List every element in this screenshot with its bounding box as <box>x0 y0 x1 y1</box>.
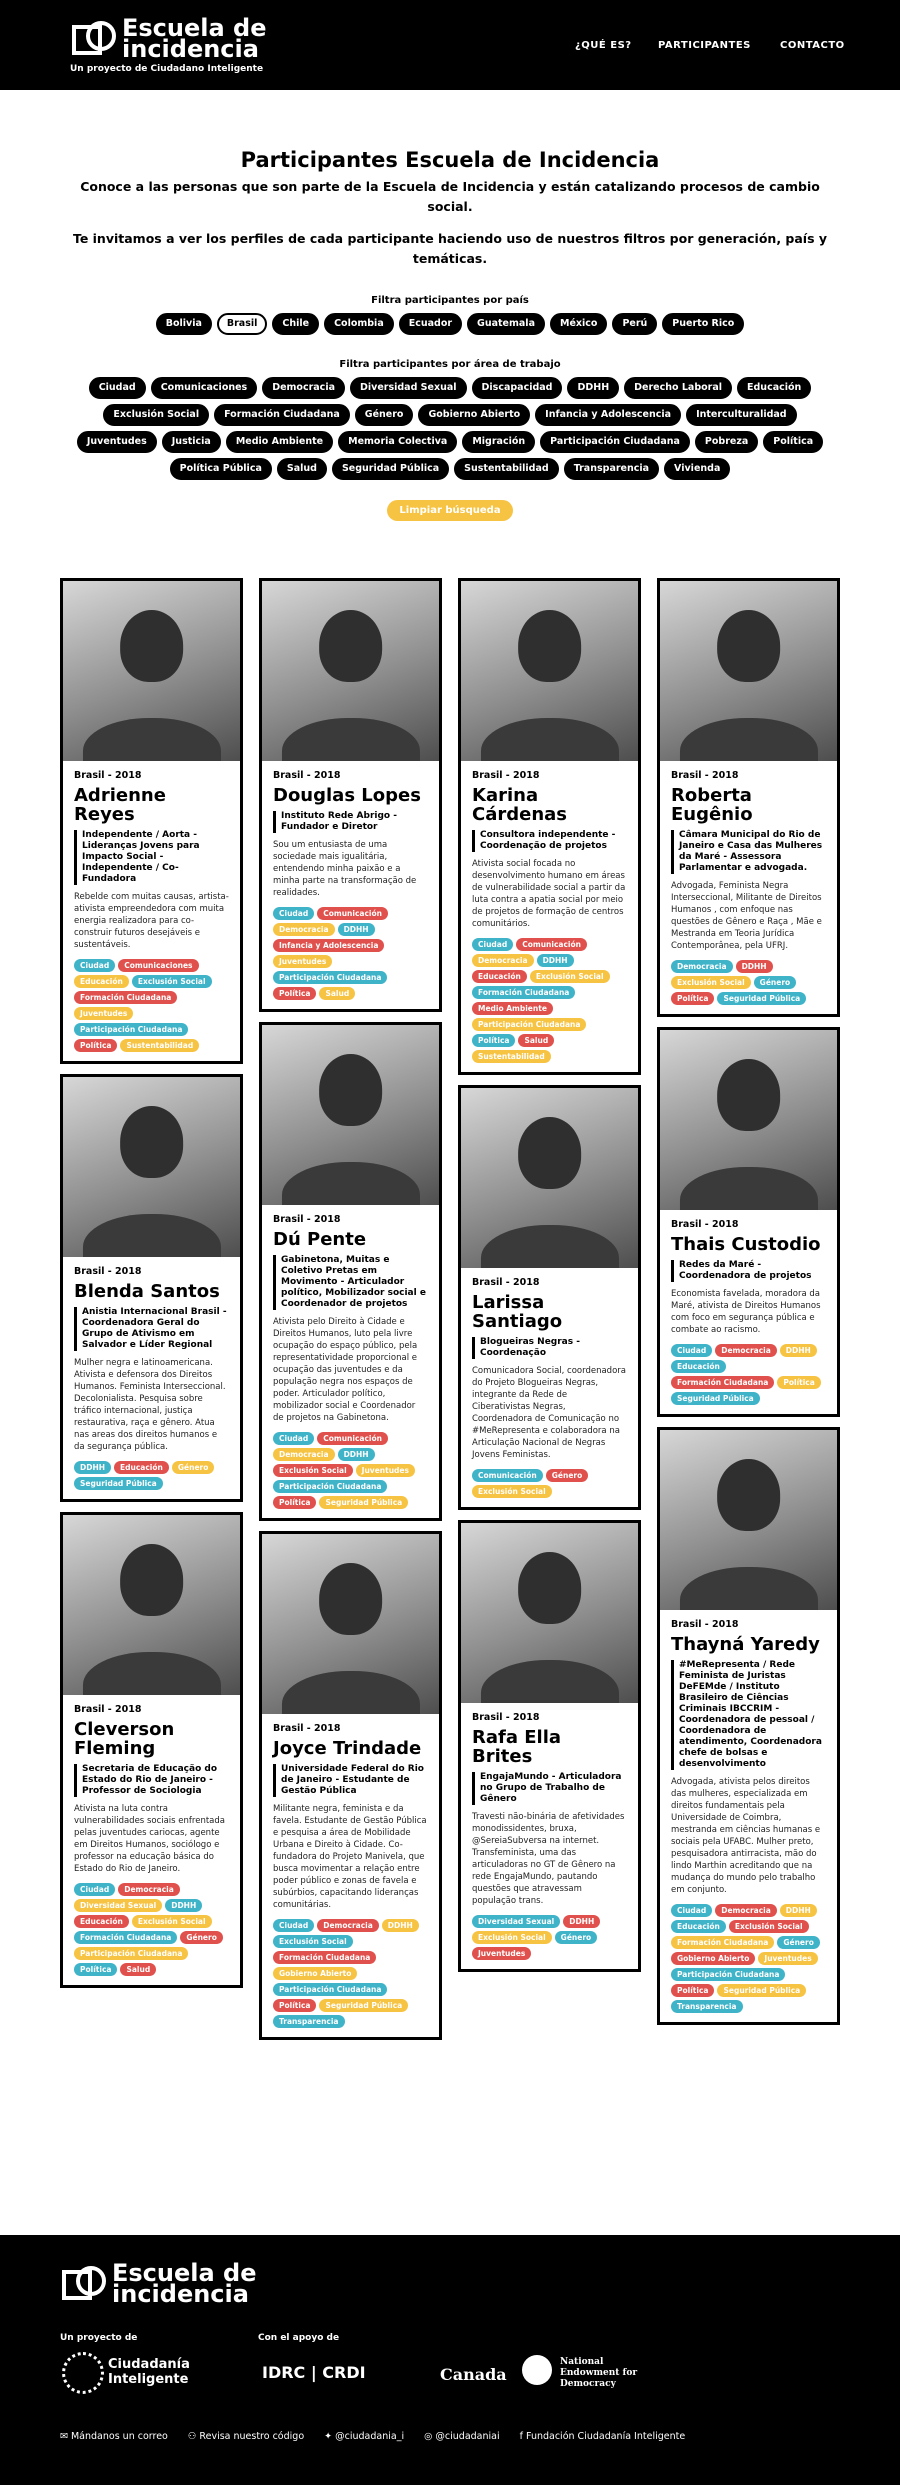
participant-bio: Economista favelada, moradora da Maré, ativista de Direitos Humanos com foco em segurança pública e combate ao racismo. <box>671 1289 821 1335</box>
topic-tag[interactable]: Género <box>180 1931 223 1944</box>
participant-role: #MeRepresenta / Rede Feminista de Juristas DeFEMde / Instituto Brasileiro de Ciências Criminais IBCCRIM - Coordenadora de pessoal / Coordenadora de atendimento, Coordenadora chefe de bolsas e desenvolvimento <box>671 1660 826 1770</box>
topic-tag[interactable]: Género <box>172 1461 215 1474</box>
logo-line-2: incidencia <box>122 35 259 63</box>
topic-tag[interactable]: Gobierno Abierto <box>273 1967 357 1980</box>
footer-logo[interactable] <box>60 2259 257 2308</box>
topic-tag[interactable]: Transparencia <box>273 2015 345 2028</box>
topic-tag[interactable]: Exclusión Social <box>132 975 212 988</box>
support-label: Con el apoyo de <box>258 2333 340 2343</box>
participant-photo <box>461 581 638 761</box>
topic-tag[interactable]: Género <box>777 1936 820 1949</box>
participant-bio: Advogada, ativista pelos direitos das mulheres, especializada em direitos fundamentais pela Universidade de Coimbra, mestranda em ciências humanas e sociais pela UFABC. Mulher preto, pesquisadora antirracista, mão do lindo Marthin acreditando que na mudança do mundo pelo trabalho em conjunto. <box>671 1777 821 1895</box>
topic-tag[interactable]: Política <box>74 1039 117 1052</box>
topic-tag[interactable]: Democracia <box>671 960 733 973</box>
area-filter-pill[interactable]: Derecho Laboral <box>624 377 732 399</box>
topic-tag[interactable]: Salud <box>319 987 355 1000</box>
participant-card[interactable] <box>657 578 840 1017</box>
participant-tags <box>472 1469 627 1498</box>
area-filter-pill[interactable]: Pobreza <box>695 431 758 453</box>
participant-card[interactable] <box>60 1074 243 1502</box>
participant-meta: Brasil - 2018 <box>671 770 739 781</box>
participant-tags <box>74 1883 229 1976</box>
topic-tag[interactable]: Seguridad Pública <box>717 1984 806 1997</box>
participant-photo <box>262 1025 439 1205</box>
country-filter-pill[interactable]: Brasil <box>217 313 268 335</box>
topic-tag[interactable]: DDHH <box>74 1461 111 1474</box>
participant-bio: Ativista pelo Direito à Cidade e Direitos Humanos, luto pela livre ocupação do espaço público, pela representatividade proporcional e ocupação das juventudes e da população negra nos espaços de poder. Articulador político, mobilizador social e Coordenador de projetos na Gabinetona. <box>273 1317 418 1423</box>
topic-tag[interactable]: Política <box>671 1984 714 1997</box>
area-filter-pill[interactable]: Justicia <box>162 431 221 453</box>
participant-name: Douglas Lopes <box>273 785 421 806</box>
topic-tag[interactable]: Democracia <box>317 1919 379 1932</box>
topic-tag[interactable]: Seguridad Pública <box>319 1999 408 2012</box>
participant-card[interactable] <box>259 578 442 1012</box>
participant-role: Instituto Rede Abrigo - Fundador e Diretor <box>273 811 428 833</box>
footer-links <box>60 2431 685 2442</box>
footer-link[interactable] <box>60 2431 168 2442</box>
country-filter-pill[interactable]: Bolivia <box>156 313 212 335</box>
topic-tag[interactable]: Juventudes <box>758 1952 817 1965</box>
topic-tag[interactable]: Educación <box>74 1915 129 1928</box>
topic-tag[interactable]: Formación Ciudadana <box>671 1376 774 1389</box>
project-name-line-1: Ciudadanía <box>108 2357 190 2372</box>
topic-tag[interactable]: DDHH <box>780 1344 817 1357</box>
page-title: Participantes Escuela de Incidencia <box>240 148 660 172</box>
topic-tag[interactable]: Ciudad <box>671 1904 712 1917</box>
footer-link[interactable] <box>324 2431 404 2442</box>
topic-tag[interactable]: Comunicación <box>317 1432 388 1445</box>
participant-card[interactable] <box>458 1085 641 1510</box>
participant-bio: Ativista social focada no desenvolvimento humano em áreas de vulnerabilidade social a partir da luta contra a apatia social por meio de projetos de formação de centros comunitários. <box>472 859 626 929</box>
topic-tag[interactable]: Educación <box>74 975 129 988</box>
footer-link[interactable] <box>424 2431 500 2442</box>
topic-tag[interactable]: Participación Ciudadana <box>74 1023 188 1036</box>
topic-tag[interactable]: DDHH <box>537 954 574 967</box>
topic-tag[interactable]: Democracia <box>715 1904 777 1917</box>
canada-logo[interactable]: Canada <box>440 2365 507 2384</box>
topic-tag[interactable]: Comunicaciones <box>118 959 198 972</box>
participant-bio: Comunicadora Social, coordenadora do Projeto Blogueiras Negras, integrante da Rede de Ciberativistas Negras, Coordenadora de Comunicação no #MeRepresenta e colaboradora na Articulação Nacional de Negras Jovens Feministas. <box>472 1366 626 1460</box>
topic-tag[interactable]: Género <box>555 1931 598 1944</box>
topic-tag[interactable]: Juventudes <box>472 1947 531 1960</box>
topic-tag[interactable]: Democracia <box>273 923 335 936</box>
topic-tag[interactable]: Sustentabilidad <box>472 1050 551 1063</box>
area-filter-pill[interactable]: Participación Ciudadana <box>540 431 690 453</box>
topic-tag[interactable]: Seguridad Pública <box>74 1477 163 1490</box>
participant-tags <box>472 938 627 1063</box>
participant-photo <box>262 1534 439 1714</box>
topic-tag[interactable]: DDHH <box>736 960 773 973</box>
topic-tag[interactable]: Ciudad <box>273 1432 314 1445</box>
participants-column-4 <box>657 578 840 2035</box>
topic-tag[interactable]: Democracia <box>715 1344 777 1357</box>
page-subtitle: Conoce a las personas que son parte de la Escuela de Incidencia y están catalizando procesos de cambio social. <box>80 179 820 214</box>
area-filter-pill[interactable]: Seguridad Pública <box>332 458 449 480</box>
area-filter-pill[interactable]: Discapacidad <box>472 377 563 399</box>
idrc-logo[interactable]: IDRC | CRDI <box>262 2363 366 2382</box>
topic-tag[interactable]: Educación <box>114 1461 169 1474</box>
topic-tag[interactable]: Exclusión Social <box>729 1920 809 1933</box>
topic-tag[interactable]: Política <box>273 1999 316 2012</box>
topic-tag[interactable]: Participación Ciudadana <box>273 1983 387 1996</box>
participant-photo <box>660 1430 837 1610</box>
country-filter-pill[interactable]: Ecuador <box>399 313 462 335</box>
topic-tag[interactable]: Exclusión Social <box>530 970 610 983</box>
topic-tag[interactable]: DDHH <box>563 1915 600 1928</box>
topic-tag[interactable]: Ciudad <box>472 938 513 951</box>
participant-tags <box>472 1915 627 1960</box>
topic-tag[interactable]: Transparencia <box>671 2000 743 2013</box>
participant-tags <box>273 1919 428 2028</box>
nav-que-es[interactable]: ¿QUÉ ES? <box>575 40 632 51</box>
logo-icon <box>60 2264 106 2304</box>
participant-meta: Brasil - 2018 <box>671 1219 739 1230</box>
topic-tag[interactable]: Juventudes <box>273 955 332 968</box>
topic-tag[interactable]: Política <box>671 992 714 1005</box>
participant-tags <box>273 1432 428 1509</box>
participant-card[interactable] <box>657 1427 840 2025</box>
area-filter-pill[interactable]: Política Pública <box>170 458 272 480</box>
participant-name: Rafa Ella Brites <box>472 1727 562 1767</box>
instagram-icon: ◎ <box>424 2431 436 2442</box>
topic-tag[interactable]: Ciudad <box>74 959 115 972</box>
participant-meta: Brasil - 2018 <box>273 1214 341 1225</box>
logo-line-1: Escuela de <box>122 14 267 42</box>
site-header <box>0 0 900 90</box>
country-filter-pill[interactable]: Perú <box>612 313 657 335</box>
footer-logo-line-1: Escuela de <box>112 2259 257 2287</box>
participant-photo <box>461 1523 638 1703</box>
area-filter-pill[interactable]: Política <box>763 431 823 453</box>
country-filter-pill[interactable]: Guatemala <box>467 313 545 335</box>
area-filter-pill[interactable]: Educación <box>737 377 811 399</box>
topic-tag[interactable]: Seguridad Pública <box>717 992 806 1005</box>
page-subtitle-2: Te invitamos a ver los perfiles de cada participante haciendo uso de nuestros filtros por generación, país y temáticas. <box>72 231 828 266</box>
area-filter-pill[interactable]: Formación Ciudadana <box>214 404 350 426</box>
footer-link[interactable] <box>188 2431 304 2442</box>
participant-role: EngajaMundo - Articuladora no Grupo de Trabalho de Gênero <box>472 1772 627 1805</box>
participant-tags <box>74 959 229 1052</box>
footer-link-label: @ciudadaniai <box>435 2431 500 2442</box>
participant-role: Secretaria de Educação do Estado do Rio de Janeiro - Professor de Sociologia <box>74 1764 229 1797</box>
participant-photo <box>63 581 240 761</box>
topic-tag[interactable]: Educación <box>671 1360 726 1373</box>
topic-tag[interactable]: Exclusión Social <box>671 976 751 989</box>
area-filter-pill[interactable]: Exclusión Social <box>103 404 209 426</box>
participant-photo <box>461 1088 638 1268</box>
area-filter-pill[interactable]: Transparencia <box>564 458 659 480</box>
participant-role: Gabinetona, Muitas e Coletivo Pretas em Movimento - Articulador político, Mobilizador social e Coordenador de projetos <box>273 1255 428 1310</box>
facebook-icon: f <box>519 2431 526 2442</box>
site-logo[interactable] <box>70 14 267 63</box>
nav-participantes[interactable]: PARTICIPANTES <box>658 40 751 51</box>
topic-tag[interactable]: Formación Ciudadana <box>671 1936 774 1949</box>
area-filter-pill[interactable]: Juventudes <box>77 431 157 453</box>
participant-name: Thayná Yaredy <box>671 1634 820 1655</box>
topic-tag[interactable]: Género <box>546 1469 589 1482</box>
topic-tag[interactable]: Política <box>273 987 316 1000</box>
participant-role: Blogueiras Negras - Coordenação <box>472 1337 627 1359</box>
topic-tag[interactable]: Género <box>754 976 797 989</box>
participant-bio: Rebelde com muitas causas, artista-ativista empreendedora com muita energia realizadora para co-construir futuros desejáveis e sustentáveis. <box>74 892 229 950</box>
topic-tag[interactable]: Salud <box>120 1963 156 1976</box>
topic-tag[interactable]: Formación Ciudadana <box>472 986 575 999</box>
participant-role: Independente / Aorta - Lideranças Jovens para Impacto Social - Independente / Co-Fundadora <box>74 830 229 885</box>
participant-card[interactable] <box>657 1027 840 1417</box>
participant-name: Cleverson Fleming <box>74 1719 175 1759</box>
topic-tag[interactable]: Participación Ciudadana <box>472 1018 586 1031</box>
participant-tags <box>74 1461 229 1490</box>
topic-tag[interactable]: Formación Ciudadana <box>74 991 177 1004</box>
topic-tag[interactable]: Comunicación <box>516 938 587 951</box>
project-name-line-2: Inteligente <box>108 2372 189 2387</box>
topic-tag[interactable]: Formación Ciudadana <box>273 1951 376 1964</box>
participant-role: Universidade Federal do Rio de Janeiro - Estudante de Gestão Pública <box>273 1764 428 1797</box>
topic-tag[interactable]: DDHH <box>165 1899 202 1912</box>
area-filter-pill[interactable]: Ciudad <box>89 377 146 399</box>
topic-tag[interactable]: Democracia <box>273 1448 335 1461</box>
country-filter-label: Filtra participantes por país <box>371 295 529 306</box>
country-filter-pill[interactable]: Chile <box>272 313 319 335</box>
participant-card[interactable] <box>259 1531 442 2040</box>
project-name[interactable] <box>108 2357 190 2387</box>
participant-name: Dú Pente <box>273 1229 367 1250</box>
area-filter-pill[interactable]: Democracia <box>262 377 345 399</box>
participant-role: Redes da Maré - Coordenadora de projetos <box>671 1260 826 1282</box>
footer-link-label: @ciudadania_i <box>335 2431 405 2442</box>
participant-photo <box>660 1030 837 1210</box>
country-filter-pill[interactable]: Colombia <box>324 313 394 335</box>
participant-photo <box>262 581 439 761</box>
topic-tag[interactable]: Salud <box>518 1034 554 1047</box>
participant-bio: Mulher negra e latinoamericana. Ativista e defensora dos Direitos Humanos. Feminista Interseccional. Decolonialista. Pesquisa sobre tráfico internacional, justiça restaurativa, raça e gênero. Atua nas areas dos direitos humanos e da segurança pública. <box>74 1358 226 1452</box>
twitter-icon: ✦ <box>324 2431 336 2442</box>
participant-role: Câmara Municipal do Rio de Janeiro e Casa das Mulheres da Maré - Assessora Parlamentar e advogada. <box>671 830 826 874</box>
topic-tag[interactable]: DDHH <box>780 1904 817 1917</box>
footer-logo-line-2: incidencia <box>112 2280 249 2308</box>
topic-tag[interactable]: Participación Ciudadana <box>671 1968 785 1981</box>
participant-card[interactable] <box>259 1022 442 1521</box>
topic-tag[interactable]: Comunicación <box>317 907 388 920</box>
participants-column-3 <box>458 578 641 1982</box>
area-filter-pill[interactable]: Interculturalidad <box>686 404 797 426</box>
participant-card[interactable] <box>60 1512 243 1988</box>
topic-tag[interactable]: Exclusión Social <box>132 1915 212 1928</box>
logo-tagline: Un proyecto de Ciudadano Inteligente <box>70 64 264 74</box>
area-filter-pill[interactable]: Vivienda <box>664 458 730 480</box>
participant-name: Joyce Trindade <box>273 1738 422 1759</box>
topic-tag[interactable]: Diversidad Sexual <box>472 1915 560 1928</box>
topic-tag[interactable]: Sustentabilidad <box>120 1039 199 1052</box>
participant-name: Blenda Santos <box>74 1281 220 1302</box>
logo-icon <box>70 19 116 59</box>
area-filter-pill[interactable]: Diversidad Sexual <box>350 377 467 399</box>
participant-tags <box>671 1904 826 2013</box>
topic-tag[interactable]: Política <box>777 1376 820 1389</box>
participant-meta: Brasil - 2018 <box>273 770 341 781</box>
participant-tags <box>671 1344 826 1405</box>
footer-link-label: Fundación Ciudadanía Inteligente <box>526 2431 686 2442</box>
topic-tag[interactable]: Ciudad <box>273 1919 314 1932</box>
participant-role: Anistia Internacional Brasil - Coordenadora Geral do Grupo de Ativismo em Salvador e Líder Regional <box>74 1307 229 1351</box>
topic-tag[interactable]: Política <box>273 1496 316 1509</box>
topic-tag[interactable]: DDHH <box>338 923 375 936</box>
topic-tag[interactable]: Seguridad Pública <box>319 1496 408 1509</box>
area-filter-pill[interactable]: Infancia y Adolescencia <box>535 404 681 426</box>
participant-bio: Travesti não-binária de afetividades monodissidentes, bruxa, @SereiaSubversa na internet. Transfeminista, uma das articuladoras no GT de Gênero na rede EngajaMundo, pautando questões que atravessam população trans. <box>472 1812 625 1906</box>
participant-meta: Brasil - 2018 <box>74 770 142 781</box>
participant-photo <box>63 1515 240 1695</box>
participant-name: Thais Custodio <box>671 1234 821 1255</box>
participant-meta: Brasil - 2018 <box>74 1266 142 1277</box>
topic-tag[interactable]: Infancia y Adolescencia <box>273 939 384 952</box>
area-filter-pill[interactable]: Sustentabilidad <box>454 458 559 480</box>
topic-tag[interactable]: Exclusión Social <box>273 1935 353 1948</box>
topic-tag[interactable]: Juventudes <box>74 1007 133 1020</box>
topic-tag[interactable]: Educación <box>472 970 527 983</box>
area-filter-pill[interactable]: DDHH <box>567 377 619 399</box>
area-filter-pill[interactable]: Medio Ambiente <box>226 431 333 453</box>
area-filter-list <box>70 377 830 480</box>
site-footer <box>0 2235 900 2485</box>
topic-tag[interactable]: Participación Ciudadana <box>74 1947 188 1960</box>
ciudadania-logo-icon <box>62 2352 104 2394</box>
topic-tag[interactable]: Democracia <box>472 954 534 967</box>
topic-tag[interactable]: Democracia <box>118 1883 180 1896</box>
topic-tag[interactable]: Educación <box>671 1920 726 1933</box>
topic-tag[interactable]: Participación Ciudadana <box>273 971 387 984</box>
area-filter-pill[interactable]: Género <box>355 404 414 426</box>
participant-bio: Advogada, Feminista Negra Interseccional, Militante de Direitos Humanos , com enfoque nas questões de Gênero e Raça , Mãe e Mestranda em Teoria Jurídica Contemporânea, pela UFRJ. <box>671 881 822 951</box>
participant-meta: Brasil - 2018 <box>472 1712 540 1723</box>
topic-tag[interactable]: Medio Ambiente <box>472 1002 553 1015</box>
topic-tag[interactable]: DDHH <box>338 1448 375 1461</box>
participant-card[interactable] <box>458 1520 641 1972</box>
footer-link-label: Revisa nuestro código <box>199 2431 305 2442</box>
mail-icon: ✉ <box>60 2431 71 2442</box>
participant-bio: Militante negra, feminista e da favela. Estudante de Gestão Pública e pesquisa a área de Mobilidade Urbana e Direito à Cidade. Co-fundadora do Projeto Manivela, que busca movimentar a relação entre poder público e zonas de favela e subúrbios, capacitando lideranças comunitárias. <box>273 1804 427 1910</box>
topic-tag[interactable]: Juventudes <box>356 1464 415 1477</box>
topic-tag[interactable]: Participación Ciudadana <box>273 1480 387 1493</box>
participant-meta: Brasil - 2018 <box>273 1723 341 1734</box>
project-label: Un proyecto de <box>60 2333 138 2343</box>
topic-tag[interactable]: Política <box>74 1963 117 1976</box>
participant-card[interactable] <box>60 578 243 1064</box>
area-filter-pill[interactable]: Salud <box>277 458 327 480</box>
participant-bio: Ativista na luta contra vulnerabilidades sociais enfrentada pelas juventudes cariocas, agente em Direitos Humanos, sociólogo e professor na educação básica do Estado do Rio de Janeiro. <box>74 1804 225 1874</box>
nav-contacto[interactable]: CONTACTO <box>780 40 845 51</box>
topic-tag[interactable]: Seguridad Pública <box>671 1392 760 1405</box>
participant-meta: Brasil - 2018 <box>472 770 540 781</box>
participant-role: Consultora independente - Coordenação de projetos <box>472 830 627 852</box>
participant-photo <box>63 1077 240 1257</box>
area-filter-pill[interactable]: Comunicaciones <box>151 377 258 399</box>
topic-tag[interactable]: Gobierno Abierto <box>671 1952 755 1965</box>
topic-tag[interactable]: Exclusión Social <box>273 1464 353 1477</box>
area-filter-pill[interactable]: Memoria Colectiva <box>338 431 457 453</box>
topic-tag[interactable]: Exclusión Social <box>472 1485 552 1498</box>
area-filter-pill[interactable]: Migración <box>462 431 535 453</box>
ned-logo-icon <box>522 2355 552 2385</box>
area-filter-label: Filtra participantes por área de trabajo <box>339 359 561 370</box>
footer-link-label: Mándanos un correo <box>70 2431 168 2442</box>
participant-name: Larissa Santiago <box>472 1292 563 1332</box>
topic-tag[interactable]: Comunicación <box>472 1469 543 1482</box>
area-filter-pill[interactable]: Gobierno Abierto <box>418 404 530 426</box>
participant-meta: Brasil - 2018 <box>671 1619 739 1630</box>
topic-tag[interactable]: Ciudad <box>74 1883 115 1896</box>
topic-tag[interactable]: Formación Ciudadana <box>74 1931 177 1944</box>
topic-tag[interactable]: Ciudad <box>671 1344 712 1357</box>
topic-tag[interactable]: Ciudad <box>273 907 314 920</box>
participant-tags <box>671 960 826 1005</box>
participants-column-2 <box>259 578 442 2050</box>
participant-meta: Brasil - 2018 <box>472 1277 540 1288</box>
participant-meta: Brasil - 2018 <box>74 1704 142 1715</box>
participant-photo <box>660 581 837 761</box>
clear-search-button[interactable]: Limpiar búsqueda <box>387 500 512 521</box>
participant-name: Karina Cárdenas <box>472 785 568 825</box>
participant-name: Roberta Eugênio <box>671 785 753 825</box>
ned-logo[interactable]: National Endowment for Democracy <box>560 2357 638 2389</box>
topic-tag[interactable]: DDHH <box>382 1919 419 1932</box>
participants-column-1 <box>60 578 243 1998</box>
country-filter-pill[interactable]: México <box>550 313 607 335</box>
topic-tag[interactable]: Política <box>472 1034 515 1047</box>
participant-name: Adrienne Reyes <box>74 785 166 825</box>
participant-tags <box>273 907 428 1000</box>
footer-link[interactable] <box>520 2431 686 2442</box>
country-filter-pill[interactable]: Puerto Rico <box>662 313 744 335</box>
topic-tag[interactable]: Diversidad Sexual <box>74 1899 162 1912</box>
participant-card[interactable] <box>458 578 641 1075</box>
country-filter-list <box>60 313 840 335</box>
topic-tag[interactable]: Exclusión Social <box>472 1931 552 1944</box>
participant-bio: Sou um entusiasta de uma sociedade mais igualitária, entendendo minha paixão e a minha parte na transformação de realidades. <box>273 840 417 898</box>
code-icon: ⚇ <box>187 2431 200 2442</box>
